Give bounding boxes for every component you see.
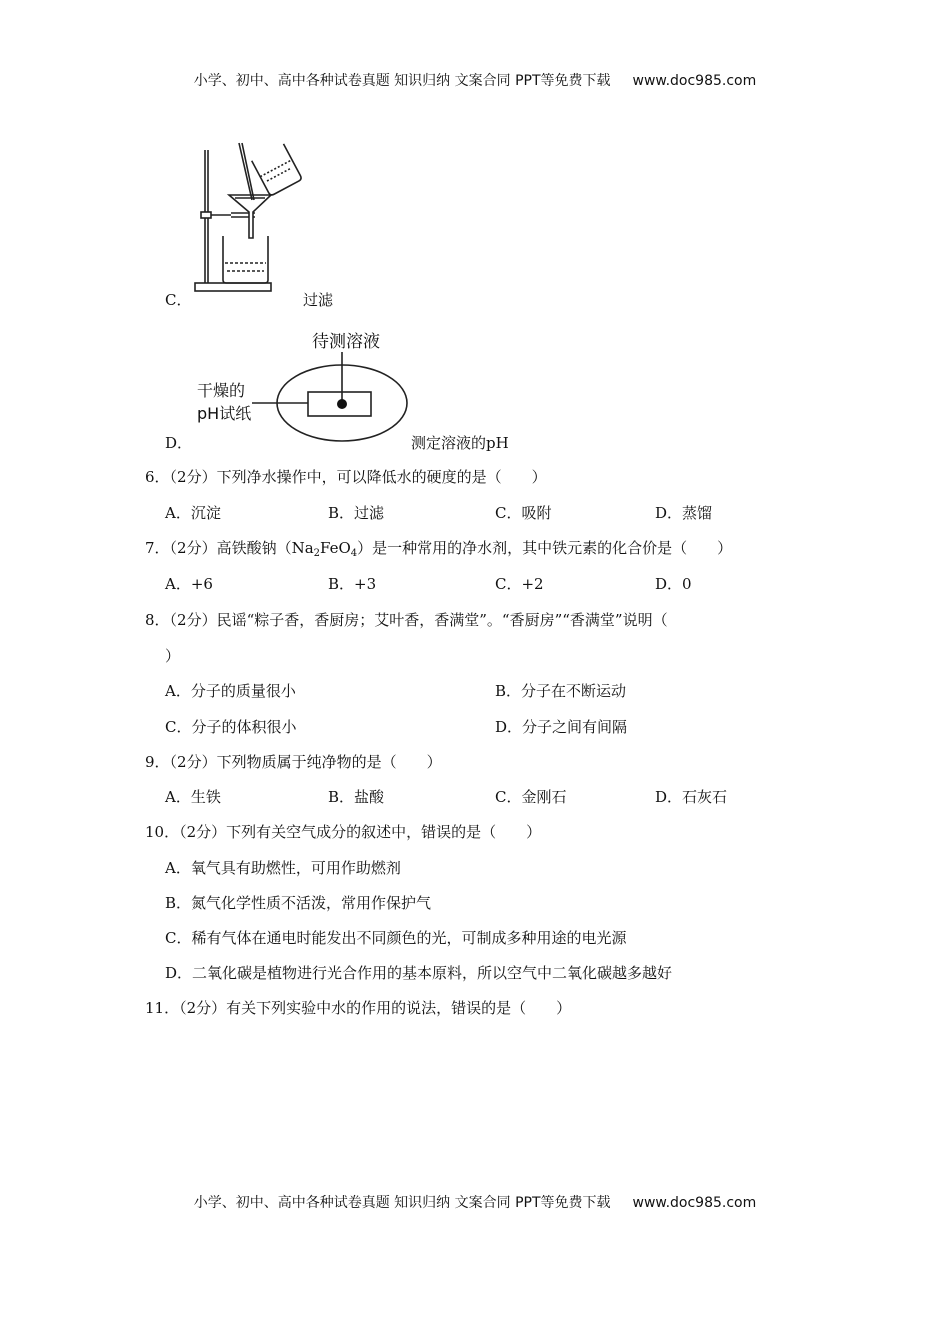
- footer-text: 小学、初中、高中各种试卷真题 知识归纳 文案合同 PPT等免费下载: [193, 1195, 611, 1211]
- q8-option-d[interactable]: D．分子之间有间隔: [495, 718, 628, 736]
- q9-option-c[interactable]: C．金刚石: [495, 788, 567, 806]
- q8-option-b[interactable]: B．分子在不断运动: [495, 682, 627, 700]
- q6-stem: 6．（2分）下列净水操作中，可以降低水的硬度的是（ ）: [145, 468, 547, 486]
- header-text: 小学、初中、高中各种试卷真题 知识归纳 文案合同 PPT等免费下载: [193, 73, 611, 89]
- q5-option-d-letter: D．: [165, 434, 193, 452]
- ph-test-figure: [250, 350, 410, 445]
- page-footer: [0, 1192, 950, 1212]
- q6-option-b[interactable]: B．过滤: [328, 504, 385, 522]
- filtration-apparatus-figure: [185, 140, 310, 300]
- q6-option-d[interactable]: D．蒸馏: [655, 504, 713, 522]
- q5-option-d-caption: 测定溶液的pH: [411, 434, 509, 452]
- q10-option-d[interactable]: D．二氧化碳是植物进行光合作用的基本原料，所以空气中二氧化碳越多越好: [165, 964, 673, 982]
- ph-figure-left-label-2: pH试纸: [197, 404, 252, 423]
- q10-option-a[interactable]: A．氧气具有助燃性，可用作助燃剂: [165, 859, 401, 877]
- q7-option-d[interactable]: D．0: [655, 575, 692, 593]
- q9-stem: 9．（2分）下列物质属于纯净物的是（ ）: [145, 753, 442, 771]
- test-drop: [337, 399, 347, 409]
- q7-option-c[interactable]: C．+2: [495, 575, 544, 593]
- q8-stem-line2: ）: [165, 647, 181, 665]
- q10-option-b[interactable]: B．氮气化学性质不活泼，常用作保护气: [165, 894, 432, 912]
- q9-option-d[interactable]: D．石灰石: [655, 788, 728, 806]
- q7-option-a[interactable]: A．+6: [165, 575, 213, 593]
- q11-stem: 11．（2分）有关下列实验中水的作用的说法，错误的是（ ）: [145, 999, 572, 1017]
- q8-option-c[interactable]: C．分子的体积很小: [165, 718, 297, 736]
- ph-figure-left-label-1: 干燥的: [197, 381, 246, 400]
- q6-option-a[interactable]: A．沉淀: [165, 504, 221, 522]
- header-site[interactable]: www.doc985.com: [632, 73, 757, 89]
- q7-option-b[interactable]: B．+3: [328, 575, 377, 593]
- q9-option-a[interactable]: A．生铁: [165, 788, 221, 806]
- q10-stem: 10．（2分）下列有关空气成分的叙述中，错误的是（ ）: [145, 823, 542, 841]
- q8-option-a[interactable]: A．分子的质量很小: [165, 682, 296, 700]
- q7-stem: 7．（2分）高铁酸钠$(Na_2FeO_4)$是一种常用的净水剂，其中铁元素的化合价是（ ）: [145, 539, 733, 559]
- q10-option-c[interactable]: C．稀有气体在通电时能发出不同颜色的光，可制成多种用途的电光源: [165, 929, 627, 947]
- q8-stem-line1: 8．（2分）民谣“粽子香，香厨房；艾叶香，香满堂”。“香厨房”“香满堂”说明（: [145, 611, 668, 629]
- q6-option-c[interactable]: C．吸附: [495, 504, 552, 522]
- ph-figure-top-label: 待测溶液: [312, 332, 380, 352]
- q9-option-b[interactable]: B．盐酸: [328, 788, 385, 806]
- footer-site[interactable]: www.doc985.com: [632, 1195, 757, 1211]
- q5-option-c-letter: C．: [165, 291, 192, 309]
- page-header: [0, 70, 950, 90]
- q5-option-c-caption: 过滤: [303, 291, 334, 309]
